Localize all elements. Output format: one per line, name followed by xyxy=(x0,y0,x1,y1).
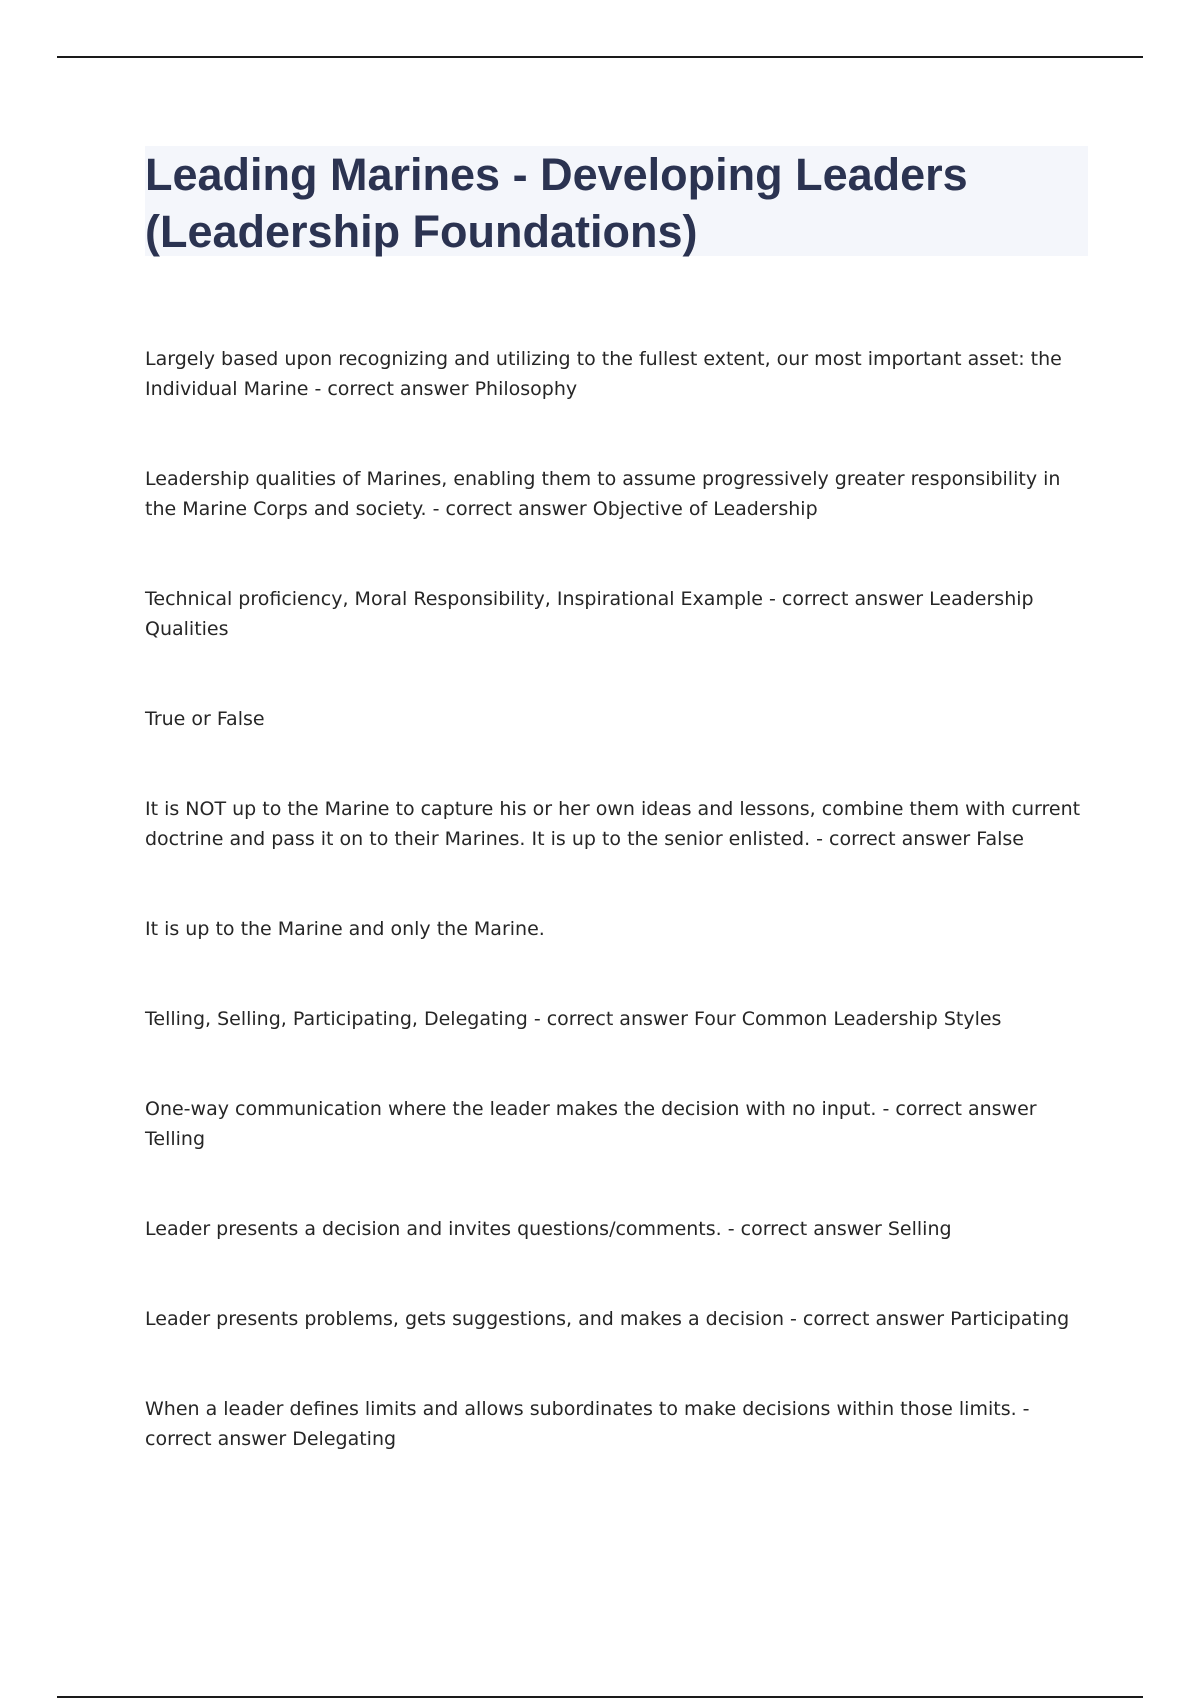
document-title: Leading Marines - Developing Leaders (Leadership Foundations) xyxy=(145,149,968,257)
bottom-divider xyxy=(57,1696,1143,1698)
paragraph: Largely based upon recognizing and utilizing to the fullest extent, our most important asset: the Individual Marine - correct answer Philosophy xyxy=(145,348,1062,400)
paragraph: Telling, Selling, Participating, Delegating - correct answer Four Common Leadership Styles xyxy=(145,1008,1002,1030)
paragraph: Leader presents problems, gets suggestions, and makes a decision - correct answer Participating xyxy=(145,1308,1070,1330)
top-divider xyxy=(57,56,1143,58)
paragraph: Technical proficiency, Moral Responsibility, Inspirational Example - correct answer Leadership Qualities xyxy=(145,588,1034,640)
paragraph: One-way communication where the leader makes the decision with no input. - correct answer Telling xyxy=(145,1098,1037,1150)
paragraph: It is up to the Marine and only the Marine. xyxy=(145,918,545,940)
paragraph: When a leader defines limits and allows subordinates to make decisions within those limits. - correct answer Delegating xyxy=(145,1398,1030,1450)
paragraph: Leadership qualities of Marines, enabling them to assume progressively greater responsibility in the Marine Corps and society. - correct answer Objective of Leadership xyxy=(145,468,1061,520)
paragraph: Leader presents a decision and invites questions/comments. - correct answer Selling xyxy=(145,1218,952,1240)
document-body xyxy=(145,344,1085,1514)
paragraph: It is NOT up to the Marine to capture his or her own ideas and lessons, combine them with current doctrine and pass it on to their Marines. It is up to the senior enlisted. - correct answer False xyxy=(145,798,1081,850)
paragraph: True or False xyxy=(145,708,265,730)
